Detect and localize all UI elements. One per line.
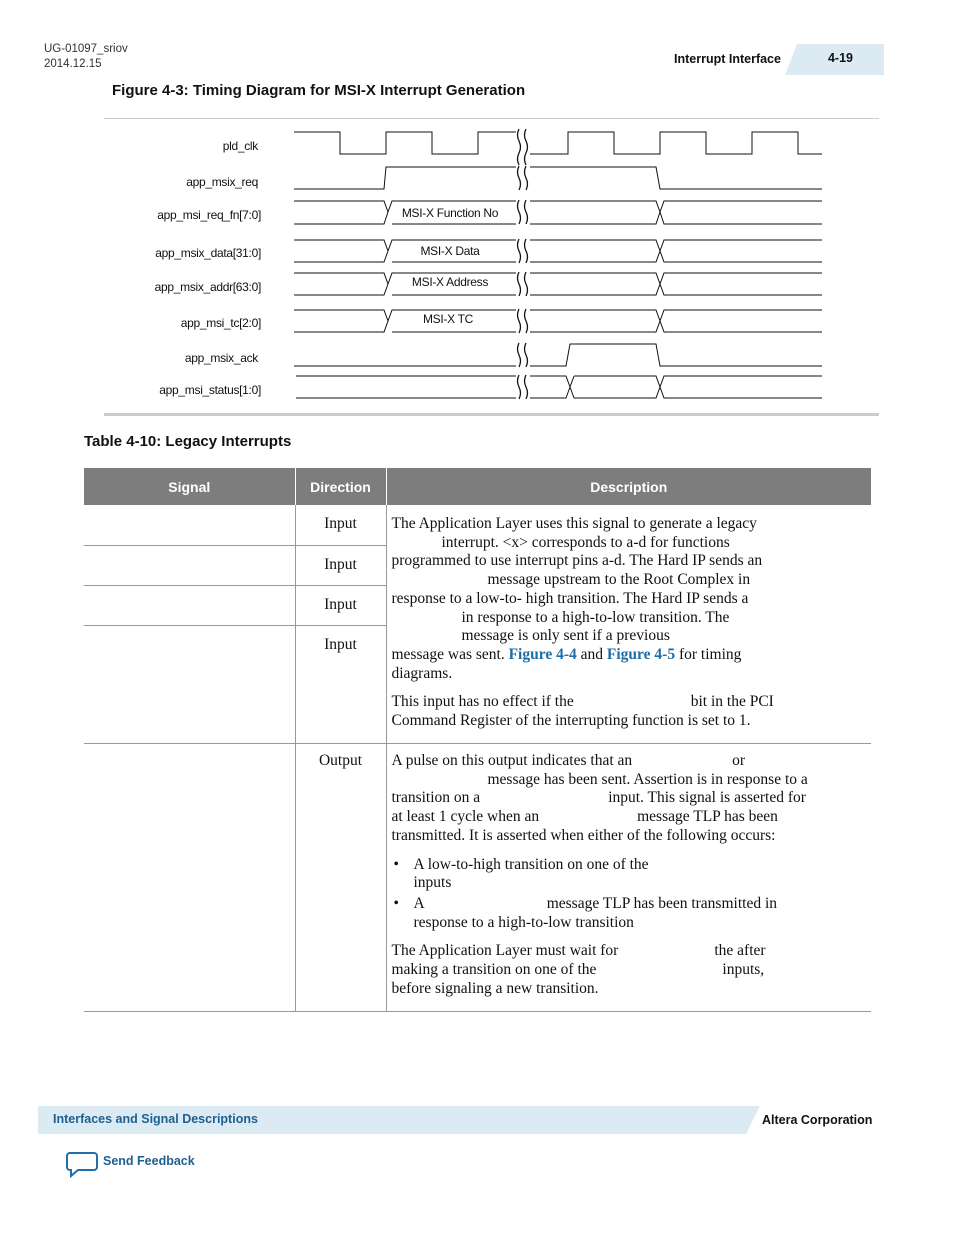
bus-req-fn <box>294 201 822 224</box>
msix-req-wave-2 <box>530 167 822 189</box>
text-line: This input has no effect if the <box>391 693 574 711</box>
break-marks <box>518 129 528 399</box>
signal-label-app-msix-addr: app_msix_addr[63:0] <box>154 280 261 294</box>
bus-tc <box>294 310 822 332</box>
direction-cell <box>295 505 386 546</box>
col-header-signal: Signal <box>84 468 295 505</box>
text-line: The Application Layer must wait for <box>391 942 619 960</box>
direction-cell <box>295 744 386 1012</box>
text-line: programmed to use interrupt pins a-d. The Hard IP sends an <box>391 552 763 570</box>
msix-req-wave <box>294 167 516 189</box>
text-line: message TLP has been <box>637 808 778 826</box>
table-row <box>84 744 871 1012</box>
signal-label-pld-clk: pld_clk <box>222 139 258 153</box>
direction-value: Output <box>318 752 363 769</box>
signal-cell <box>84 744 295 1012</box>
table-row <box>84 505 871 546</box>
signal-label-app-msi-req-fn: app_msi_req_fn[7:0] <box>157 208 261 222</box>
bus-addr <box>294 273 822 295</box>
bus-label-data: MSI-X Data <box>420 244 480 258</box>
signal-cell <box>84 626 295 744</box>
signal-label-app-msix-data: app_msix_data[31:0] <box>155 246 261 260</box>
text-line: inputs, <box>722 961 765 979</box>
direction-value: Input <box>324 636 357 653</box>
signal-cell <box>84 505 295 546</box>
text-line: message TLP has been transmitted in <box>546 894 778 912</box>
table-header-row <box>84 468 871 505</box>
desc-bullet-list <box>392 856 862 933</box>
text-line: making a transition on one of the <box>391 961 597 979</box>
send-feedback-button[interactable] <box>66 1150 195 1178</box>
figure-4-4-link[interactable]: Figure 4-4 <box>508 645 577 663</box>
doc-id: UG-01097_sriov <box>44 43 128 55</box>
footer-section-link[interactable]: Interfaces and Signal Descriptions <box>53 1112 258 1126</box>
doc-date: 2014.12.15 <box>44 58 102 70</box>
text-line: the after <box>714 942 766 960</box>
text-line: message upstream to the Root Complex in <box>487 571 751 589</box>
desc-paragraph-1 <box>392 515 862 683</box>
text-line: or <box>732 752 746 769</box>
text-line: transmitted. It is asserted when either of the following occurs: <box>391 826 776 844</box>
text-line: response to a low-to- high transition. The Hard IP sends a <box>391 589 749 607</box>
text-line: for timing <box>678 645 742 663</box>
text-line: A low-to-high transition on one of the <box>413 855 649 873</box>
direction-value: Input <box>324 556 357 573</box>
description-cell <box>386 744 871 1012</box>
signal-label-app-msix-req: app_msix_req <box>186 175 258 189</box>
text-line: message was sent. <box>391 645 505 663</box>
signal-label-app-msi-tc: app_msi_tc[2:0] <box>180 316 261 330</box>
desc-paragraph-1 <box>392 752 862 846</box>
text-line: transition on a <box>391 789 481 807</box>
direction-cell <box>295 626 386 744</box>
text-line: message has been sent. Assertion is in response to a <box>487 770 808 788</box>
text-line: A <box>413 894 425 912</box>
figure-bottom-rule <box>104 413 879 416</box>
desc-paragraph-3 <box>392 942 862 998</box>
desc-paragraph-2 <box>392 693 862 730</box>
text-line: inputs <box>413 874 452 892</box>
send-feedback-label: Send Feedback <box>103 1154 195 1168</box>
feedback-icon <box>66 1150 98 1178</box>
legacy-interrupts-table <box>84 468 871 1012</box>
signal-cell <box>84 546 295 586</box>
bus-data <box>294 240 822 262</box>
text-line: message is only sent if a previous <box>461 627 670 645</box>
figure-4-5-link[interactable]: Figure 4-5 <box>606 645 676 663</box>
direction-cell <box>295 586 386 626</box>
text-line: and <box>580 645 604 663</box>
msix-ack-wave-2 <box>530 344 822 366</box>
pld-clk-wave-2 <box>530 132 822 154</box>
pld-clk-wave <box>294 132 516 154</box>
text-line: A pulse on this output indicates that an <box>391 752 633 769</box>
signal-label-app-msi-status: app_msi_status[1:0] <box>159 383 261 397</box>
direction-value: Input <box>324 515 357 532</box>
text-line: before signaling a new transition. <box>391 979 599 997</box>
page-number: 4-19 <box>797 44 884 75</box>
signal-cell <box>84 586 295 626</box>
text-line: diagrams. <box>391 664 453 682</box>
direction-value: Input <box>324 596 357 613</box>
list-item <box>414 856 862 893</box>
bus-label-address: MSI-X Address <box>411 275 489 289</box>
text-line: at least 1 cycle when an <box>391 808 540 826</box>
footer-band <box>38 1106 746 1134</box>
timing-waveforms <box>0 0 954 420</box>
text-line: The Application Layer uses this signal to generate a legacy <box>391 515 757 532</box>
bus-label-tc: MSI-X TC <box>422 312 474 326</box>
text-line: interrupt. <x> corresponds to a-d for functions <box>441 533 730 551</box>
direction-cell <box>295 546 386 586</box>
figure-title: Figure 4-3: Timing Diagram for MSI-X Interrupt Generation <box>112 82 526 99</box>
text-line: input. This signal is asserted for <box>608 789 806 807</box>
signal-label-app-msix-ack: app_msix_ack <box>184 351 258 365</box>
footer-company: Altera Corporation <box>762 1113 873 1127</box>
list-item <box>414 895 862 932</box>
text-line: Command Register of the interrupting function is set to 1. <box>391 712 751 730</box>
bus-status <box>296 376 822 398</box>
text-line: bit in the PCI <box>690 693 774 711</box>
text-line: in response to a high-to-low transition. The <box>461 608 730 626</box>
col-header-direction: Direction <box>295 468 386 505</box>
table-title: Table 4-10: Legacy Interrupts <box>84 433 292 450</box>
section-title: Interrupt Interface <box>674 52 781 66</box>
description-cell <box>386 505 871 744</box>
text-line: response to a high-to-low transition <box>413 913 634 931</box>
bus-label-function-no: MSI-X Function No <box>401 206 499 220</box>
col-header-description: Description <box>386 468 871 505</box>
